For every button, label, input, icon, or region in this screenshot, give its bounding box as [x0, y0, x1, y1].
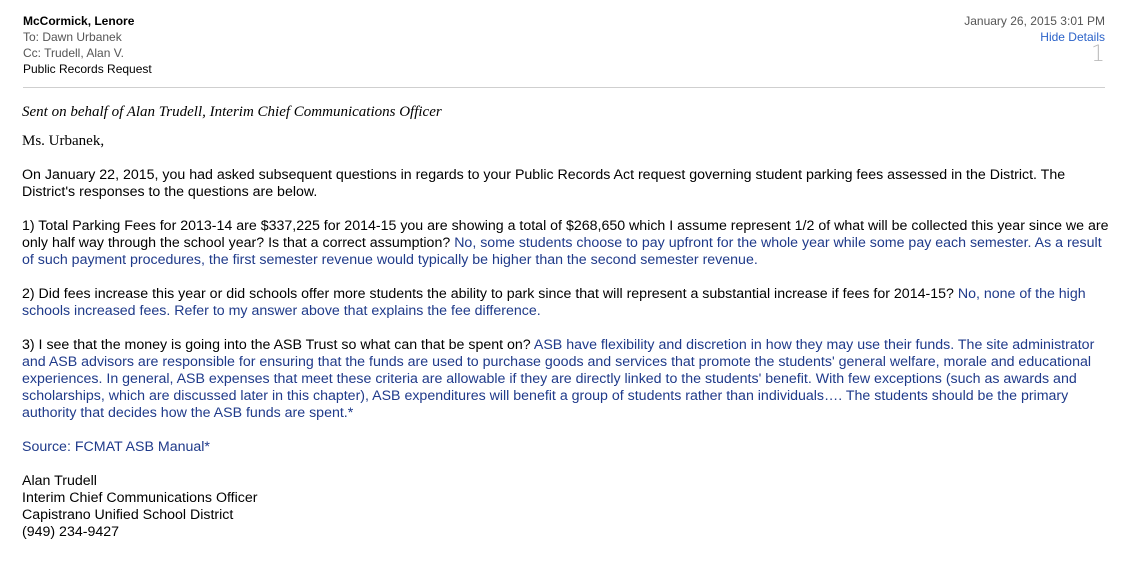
subject-line: Public Records Request [23, 62, 152, 76]
attachment-count: 1 [1091, 42, 1105, 67]
source-line: Source: FCMAT ASB Manual* [22, 439, 210, 455]
email-body [22, 104, 1112, 541]
answer-2: No, none of the high schools increased fees. Refer to my answer above that explains the fee difference. [22, 286, 1086, 319]
question-2: 2) Did fees increase this year or did schools offer more students the ability to park since that will represent a substantial increase if fees for 2014-15? [22, 286, 954, 302]
email-date: January 26, 2015 3:01 PM [964, 14, 1105, 28]
question-1-paragraph [22, 218, 1112, 269]
cc-line: Cc: Trudell, Alan V. [23, 46, 124, 60]
intro-paragraph: On January 22, 2015, you had asked subsequent questions in regards to your Public Records Act request governing student parking fees assessed in the District. The District's responses to the questions are below. [22, 167, 1066, 200]
question-3: 3) I see that the money is going into the ASB Trust so what can that be spent on? [22, 337, 531, 353]
signature-name: Alan Trudell [22, 473, 97, 489]
email-header [23, 13, 1105, 87]
sender-name: McCormick, Lenore [23, 14, 135, 28]
hide-details-link[interactable]: Hide Details [1040, 30, 1105, 44]
header-divider [23, 87, 1105, 88]
to-line: To: Dawn Urbanek [23, 30, 122, 44]
question-3-paragraph [22, 337, 1112, 422]
behalf-line: Sent on behalf of Alan Trudell, Interim Chief Communications Officer [22, 104, 442, 120]
greeting: Ms. Urbanek, [22, 133, 105, 149]
signature-org: Capistrano Unified School District [22, 507, 234, 523]
signature-phone: (949) 234-9427 [22, 524, 120, 540]
answer-3: ASB have flexibility and discretion in how they may use their funds. The site administrator and ASB advisors are responsible for ensuring that the funds are used to purchase goods and services that promote the students' general welfare, morale and educational experiences. In general, ASB expenses that meet these criteria are allowable if they are directly linked to the students' benefit. With few exceptions (such as awards and scholarships, which are discussed later in this chapter), ASB expenditures will benefit a group of students rather than individuals…. The students should be the primary authority that decides how the ASB funds are spent.* [22, 337, 1095, 421]
header-meta [964, 13, 1105, 65]
answer-1: No, some students choose to pay upfront for the whole year while some pay each semester. As a result of such payment procedures, the first semester revenue would typically be higher than the second semester revenue. [22, 235, 1102, 268]
question-1: 1) Total Parking Fees for 2013-14 are $337,225 for 2014-15 you are showing a total of $268,650 which I assume represent 1/2 of what will be collected this year since we are only half way through the school year? Is that a correct assumption? [22, 218, 1109, 251]
signature-title: Interim Chief Communications Officer [22, 490, 258, 506]
question-2-paragraph [22, 286, 1112, 320]
